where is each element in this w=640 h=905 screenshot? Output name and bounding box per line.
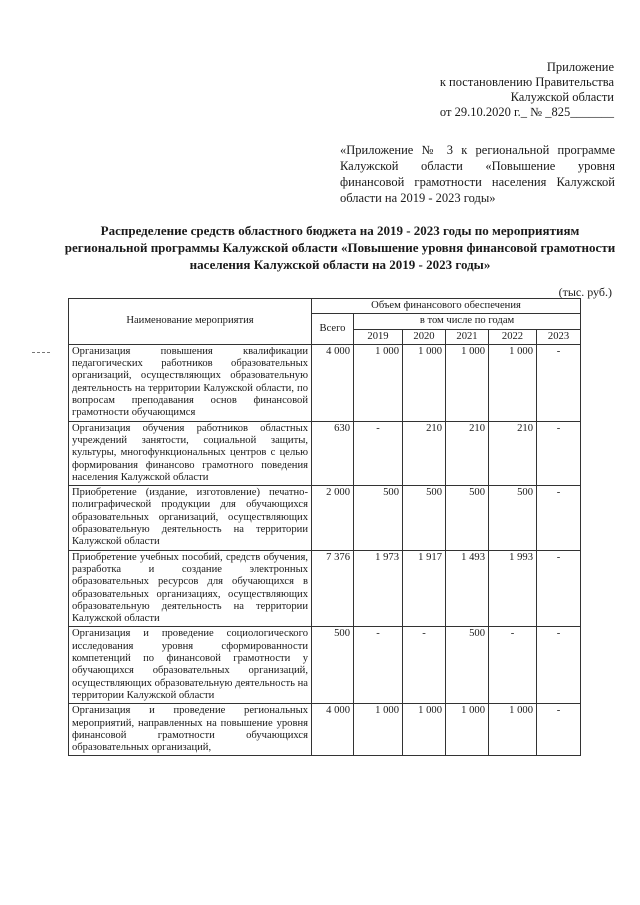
column-header-year: 2019 bbox=[354, 329, 403, 344]
table-row bbox=[69, 344, 581, 421]
year-2019-cell: 1 000 bbox=[354, 704, 403, 756]
column-header-name: Наименование мероприятия bbox=[69, 299, 312, 345]
year-2022-cell: 1 993 bbox=[489, 550, 537, 627]
document-header bbox=[440, 60, 614, 120]
activity-name: Приобретение учебных пособий, средств обучения, разработка и создание электронных образовательных ресурсов для обучающихся в образовательных организациях, осуществляющих образовательную деятельность на территории Калужской области bbox=[69, 550, 312, 627]
activity-name: Приобретение (издание, изготовление) печатно-полиграфической продукции для обучающихся образовательных организаций, осуществляющих образовательную деятельность на территории Калужской области bbox=[69, 486, 312, 550]
year-2021-cell: 1 000 bbox=[446, 344, 489, 421]
appendix-reference: «Приложение № 3 к региональной программе Калужской области «Повышение уровня финансовой грамотности населения Калужской области на 2019 - 2023 годы» bbox=[340, 143, 615, 205]
year-2019-cell: - bbox=[354, 421, 403, 485]
total-cell: 4 000 bbox=[312, 344, 354, 421]
table-row bbox=[69, 486, 581, 550]
column-header-year: 2020 bbox=[403, 329, 446, 344]
column-header-year: 2023 bbox=[537, 329, 581, 344]
year-2022-cell: - bbox=[489, 627, 537, 704]
year-2020-cell: 1 917 bbox=[403, 550, 446, 627]
year-2021-cell: 500 bbox=[446, 627, 489, 704]
activity-name: Организация и проведение социологического исследования уровня сформированности компетенций по финансовой грамотности у обучающихся образовательных организаций, осуществляющих образовательную деятельность на территории Калужской области bbox=[69, 627, 312, 704]
total-cell: 630 bbox=[312, 421, 354, 485]
table-row bbox=[69, 550, 581, 627]
activity-name: Организация повышения квалификации педагогических работников образовательных организаций, осуществляющих образовательную деятельность на территории Калужской области, по вопросам преподавания основ финансовой грамотности обучающимся bbox=[69, 344, 312, 421]
year-2022-cell: 500 bbox=[489, 486, 537, 550]
header-appendix-label: Приложение bbox=[546, 60, 614, 74]
year-2021-cell: 210 bbox=[446, 421, 489, 485]
year-2019-cell: - bbox=[354, 627, 403, 704]
column-header-year: 2022 bbox=[489, 329, 537, 344]
budget-table bbox=[68, 298, 581, 756]
year-2020-cell: 210 bbox=[403, 421, 446, 485]
table-row bbox=[69, 421, 581, 485]
header-date-number: от 29.10.2020 г._ № _825_______ bbox=[439, 105, 614, 119]
year-2020-cell: 1 000 bbox=[403, 344, 446, 421]
document-title: Распределение средств областного бюджета на 2019 - 2023 годы по мероприятиям региональной программы Калужской области «Повышение уровня финансовой грамотности населения Калужской области на 2019 - 2023 годы» bbox=[64, 223, 616, 272]
total-cell: 2 000 bbox=[312, 486, 354, 550]
header-region-label: Калужской области bbox=[510, 90, 614, 104]
column-header-total: Всего bbox=[312, 314, 354, 345]
table-row bbox=[69, 704, 581, 756]
year-2022-cell: 210 bbox=[489, 421, 537, 485]
year-2021-cell: 500 bbox=[446, 486, 489, 550]
units-label: (тыс. руб.) bbox=[558, 285, 612, 299]
year-2019-cell: 1 000 bbox=[354, 344, 403, 421]
year-2022-cell: 1 000 bbox=[489, 704, 537, 756]
year-2023-cell: - bbox=[537, 344, 581, 421]
year-2023-cell: - bbox=[537, 627, 581, 704]
total-cell: 500 bbox=[312, 627, 354, 704]
year-2023-cell: - bbox=[537, 486, 581, 550]
year-2021-cell: 1 000 bbox=[446, 704, 489, 756]
column-header-by-years: в том числе по годам bbox=[354, 314, 581, 329]
year-2020-cell: - bbox=[403, 627, 446, 704]
year-2022-cell: 1 000 bbox=[489, 344, 537, 421]
total-cell: 4 000 bbox=[312, 704, 354, 756]
year-2023-cell: - bbox=[537, 704, 581, 756]
year-2023-cell: - bbox=[537, 421, 581, 485]
activity-name: Организация и проведение региональных мероприятий, направленных на повышение уровня финансовой грамотности обучающихся образовательных организаций, bbox=[69, 704, 312, 756]
column-header-funding: Объем финансового обеспечения bbox=[312, 299, 581, 314]
year-2020-cell: 1 000 bbox=[403, 704, 446, 756]
header-decree-label: к постановлению Правительства bbox=[439, 75, 614, 89]
year-2021-cell: 1 493 bbox=[446, 550, 489, 627]
scan-margin-mark bbox=[32, 352, 50, 354]
activity-name: Организация обучения работников областных учреждений занятости, социальной защиты, культуры, многофункциональных центров с целью формирования финансово грамотного поведения населения Калужской области bbox=[69, 421, 312, 485]
year-2019-cell: 500 bbox=[354, 486, 403, 550]
year-2020-cell: 500 bbox=[403, 486, 446, 550]
column-header-year: 2021 bbox=[446, 329, 489, 344]
year-2023-cell: - bbox=[537, 550, 581, 627]
total-cell: 7 376 bbox=[312, 550, 354, 627]
table-row bbox=[69, 627, 581, 704]
year-2019-cell: 1 973 bbox=[354, 550, 403, 627]
